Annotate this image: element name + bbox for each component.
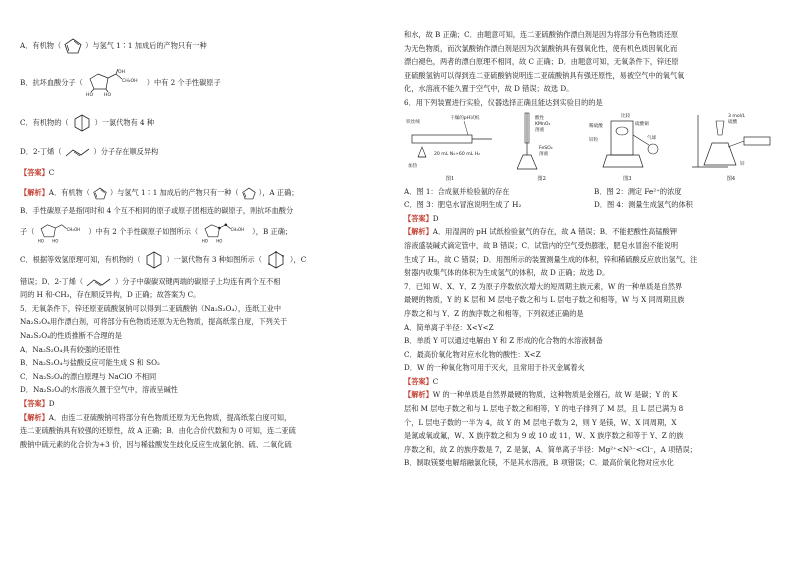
fig3-label-balloon: 气球 xyxy=(647,135,657,141)
answer-label-4: 【答案】 xyxy=(404,376,433,386)
question-7-analysis-5: 序数之和，故 Z 的族序数是 7，Z 是氯，A．简单离子半径：Mg²⁺<N³⁻<Cl⁻，A 项错误； xyxy=(404,444,697,454)
figure-3-caption: 图3 xyxy=(623,175,632,182)
2-butene-structure xyxy=(65,146,91,158)
answer-label: 【答案】 xyxy=(20,168,49,177)
question-6-analysis-4: 射器内收集气体的体积为生成氢气的体积，故 D 正确；故选 D。 xyxy=(404,268,610,278)
answer-label-3: 【答案】 xyxy=(404,213,433,223)
analysis-1-post: ）与氢气 1∶1 加成后的产物只有一种（ xyxy=(109,187,239,197)
apparatus-figures xyxy=(404,113,774,185)
analysis-4-post: ）一氯代物有 3 种如图所示（ xyxy=(166,254,262,264)
question-6-analysis-3: 生成了 H₂，故 C 错误；D．用图所示的装置测量生成的体积，锌和稀硫酸反应放出氢气，注 xyxy=(404,254,698,264)
figure-4-caption: 图4 xyxy=(726,175,736,182)
figure-3-apparatus xyxy=(587,111,667,173)
cyclopentene-structure xyxy=(242,187,256,200)
analysis-label-2: 【解析】 xyxy=(20,412,49,422)
question-5-option-b: B．Na₂S₂O₄与盐酸反应可能生成 S 和 SO₂ xyxy=(20,358,160,368)
analysis-label: 【解析】 xyxy=(20,187,49,197)
figure-1 xyxy=(404,113,496,185)
question-7-analysis-1 xyxy=(404,390,774,401)
fig2-label-5: 溶液 xyxy=(538,151,548,157)
bicyclic-structure xyxy=(72,114,92,132)
fig2-label-3: 溶液 xyxy=(534,127,544,133)
ho-label-5: HO xyxy=(201,238,209,244)
question-6-options-ab xyxy=(404,187,774,198)
option-d-text: ）分子存在顺反异构 xyxy=(93,146,159,156)
figure-4-apparatus xyxy=(688,111,774,173)
option-c xyxy=(20,114,380,132)
fig2-label-4: FeSO₄ xyxy=(538,145,553,151)
analysis-4-pre: C．根据等效氢原理可知，有机物的（ xyxy=(20,254,141,264)
2-butene-structure-2 xyxy=(86,276,112,288)
option-a-text: ）与氢气 1∶1 加成后的产物只有一种 xyxy=(85,40,207,50)
figure-3 xyxy=(587,111,667,185)
fig1-label-gas: 20 mL N₂+60 mL H₂ xyxy=(434,151,481,157)
question-6-analysis-2: 溶液盛装碱式滴定管中，故 B 错误；C．试管内的空气受热膨胀，肥皂水冒泡不能说明 xyxy=(404,240,679,250)
question-7-analysis-6: B．制取镁要电解熔融氯化镁，不是其水溶液，B 项错误；C．最高价氧化物对应水化 xyxy=(404,458,674,468)
question-6-option-c: C．图 3：肥皂水冒泡说明生成了 H₂ xyxy=(404,200,522,210)
right-line-3: 漂白褪色，两者的漂白原理不相同，故 C 正确；D．由题意可知，无氧条件下，锌还原 xyxy=(404,57,679,67)
option-b-prefix: B．抗坏血酸分子（ xyxy=(20,77,83,87)
question-6-option-a: A．图 1：合成氨并检验氨的存在 xyxy=(404,186,510,196)
answer-label-2: 【答案】 xyxy=(20,398,49,408)
fig2-label-2: KMnO₄ xyxy=(534,121,551,127)
figure-2-titration xyxy=(517,111,567,173)
option-d xyxy=(20,146,380,158)
option-b xyxy=(20,68,380,98)
question-7-line-3: 序数之和与 Y、Z 的族序数之和相等，下列叙述正确的是 xyxy=(404,308,584,318)
analysis-1-pre: A．有机物（ xyxy=(48,187,90,197)
question-6-options-cd xyxy=(404,200,774,211)
question-5-line-2: Na₂S₂O₄用作漂白剂，可将部分有色物质还原为无色物质，提高纸浆白度，下列关于 xyxy=(20,317,288,327)
question-7-analysis-3: 个，L 层电子数的一半为 4，故 Y 的 M 层电子数为 2，则 Y 是镁，W、X 同周期，X xyxy=(404,417,677,427)
right-column xyxy=(404,30,774,472)
option-a-prefix: A．有机物（ xyxy=(20,40,62,50)
ho-label-3: HO xyxy=(38,238,45,244)
ho-label-6: HO xyxy=(216,238,223,244)
figure-1-caption: 图1 xyxy=(445,175,455,182)
fig3-label-compare: 比较 xyxy=(621,113,631,119)
analysis-5-pre: 错误；D．2-丁烯（ xyxy=(20,276,84,286)
option-c-prefix: C．有机物的（ xyxy=(20,117,69,127)
fig3-label-zinc: 锌粒 xyxy=(589,137,599,143)
analysis-line-6: 同的 H 和-CH₃，存在顺反异构，D 正确；故答案为 C。 xyxy=(20,290,201,300)
analysis-1-end: ），A 正确； xyxy=(258,187,299,197)
question-5-line-3: Na₂S₂O₄的性质推断不合理的是 xyxy=(20,330,122,340)
cyclopentadiene-structure xyxy=(64,38,82,54)
analysis-label-4: 【解析】 xyxy=(404,390,433,400)
question-6-option-b: B．图 2：测定 Fe²⁺的浓度 xyxy=(594,186,682,196)
ho-label-2: HO xyxy=(103,93,111,98)
analysis-4-end: ），C xyxy=(289,254,307,264)
q5-jx1-text: A．由连二亚硫酸钠可将部分有色物质还原为无色物质，提高纸浆白度可知， xyxy=(48,412,292,422)
fig3-label-copper: 硫酸铜 xyxy=(635,121,650,127)
figure-2-caption: 图2 xyxy=(537,175,546,182)
question-6-answer xyxy=(404,214,774,225)
ho-label-1: HO xyxy=(85,93,93,98)
fig4-label-conc: 3 mol/L xyxy=(727,113,746,119)
analysis-line-3 xyxy=(20,220,380,244)
question-5-option-d: D．Na₂S₂O₄的水溶液久置于空气中，溶液呈碱性 xyxy=(20,385,178,395)
right-line-4: 亚硫酸氢钠可以得到连二亚硫酸钠说明连二亚硫酸钠具有强还原性，易被空气中的氧气氧 xyxy=(404,70,685,80)
question-7-answer xyxy=(404,377,774,388)
analysis-3-mid: ）中有 2 个手性碳原子如图所示（ xyxy=(88,226,199,236)
analysis-3-pre: 子（ xyxy=(20,226,35,236)
right-line-1: 和水，故 B 正确；C．由题意可知，连二亚硫酸钠作漂白剂是因为将部分有色物质还原 xyxy=(404,30,679,39)
q7-jx1-text: W 的一种单质是自然界最硬的物质，这种物质是金刚石，故 W 是碳；Y 的 K xyxy=(432,390,678,400)
answer-value-4: C xyxy=(432,376,439,386)
analysis-line-1 xyxy=(20,187,380,200)
question-5-analysis-3: 酸钠中硫元素的化合价为+3 价，因与稀盐酸发生歧化反应生成氯化钠、硫、二氧化硫 xyxy=(20,439,292,449)
question-5-analysis-2: 连二亚硫酸钠具有较强的还原性，故 A 正确；B．由化合价代数和为 0 可知，连二亚硫 xyxy=(20,426,296,436)
q6-jx1-text: A．用湿润的 pH 试纸检验氨气的存在，故 A 错误；B．不能把酸性高锰酸钾 xyxy=(432,227,677,237)
fig1-label-ph: 干燥的pH试纸 xyxy=(450,115,480,121)
option-b-text: ）中有 2 个手性碳原子 xyxy=(146,77,221,87)
question-7-option-b: B．单质 Y 可以通过电解由 Y 和 Z 形成的化合物的水溶液制备 xyxy=(404,336,603,346)
option-a xyxy=(20,38,380,54)
ch2oh-label-3: CH₂OH xyxy=(230,227,245,233)
answer-value-3: D xyxy=(432,213,439,223)
fig1-label-iron: 铁丝绒 xyxy=(406,119,420,125)
question-5-answer xyxy=(20,399,380,410)
ascorbic-acid-structure-2 xyxy=(37,220,85,244)
question-5-option-a: A．Na₂S₂O₄具有较强的还原性 xyxy=(20,344,120,354)
question-5-option-c: C．Na₂S₂O₄的漂白原理与 NaClO 不相同 xyxy=(20,371,157,381)
figure-4 xyxy=(688,111,774,185)
fig3-label-acid: 稀硫酸 xyxy=(589,123,604,129)
answer-line xyxy=(20,168,380,179)
question-7-option-c: C．最高价氧化物对应水化物的酸性：X<Z xyxy=(404,349,541,359)
right-line-5: 化，水溶液不能久置于空气中，故 D 错误；故选 D。 xyxy=(404,84,574,94)
fig4-label-zinc: 锌 xyxy=(739,161,745,167)
question-5-analysis-1 xyxy=(20,413,380,424)
option-d-prefix: D．2-丁烯（ xyxy=(20,146,62,156)
ho-label-4: HO xyxy=(52,238,59,244)
question-5-line-1: 5．无氧条件下，锌还原亚硫酸氢钠可以得到二亚硫酸钠（Na₂S₂O₄），连纸工业中 xyxy=(20,303,282,313)
question-7-line-1: 7．已知 W、X、Y、Z 为原子序数依次增大的短周期主族元素，W 的一种单质是自然界 xyxy=(404,281,683,291)
question-7-option-a: A．简单离子半径：X<Y<Z xyxy=(404,322,494,332)
ascorbic-acid-chiral-structure xyxy=(201,220,249,244)
cyclopentadiene-structure-2 xyxy=(93,187,107,200)
question-7-analysis-2: 层和 M 层电子数之和与 L 层电子数之和相等，Y 的电子排列了 M 层，且 L 层已满为 8 xyxy=(404,404,684,414)
analysis-5-post: ）分子中碳碳双键两端的碳原子上均连有两个互不相 xyxy=(115,276,281,286)
figure-1-apparatus xyxy=(404,113,496,173)
oh-label: OH xyxy=(117,70,125,75)
analysis-3-end: ），B 正确； xyxy=(252,226,293,236)
bicyclic-numbered-structure xyxy=(265,250,287,270)
left-column xyxy=(20,30,380,453)
bicyclic-structure-2 xyxy=(144,251,164,269)
fig1-label-heat: 加热 xyxy=(408,163,418,169)
ch2oh-label: CH₂OH xyxy=(121,79,138,84)
fig2-label-1: 酸性 xyxy=(534,115,544,121)
question-6: 6．用下列装置进行实验，仪器选择正确且能达到实验目的的是 xyxy=(404,97,603,107)
option-c-text: ）一氯代物有 4 种 xyxy=(94,117,155,127)
question-7-option-d: D．W 的一种氧化物可用于灭火，且常用于扑灭金属着火 xyxy=(404,363,585,373)
analysis-line-5 xyxy=(20,276,380,288)
ascorbic-acid-structure xyxy=(86,68,144,98)
ch2oh-label-2: CH₂OH xyxy=(66,227,81,233)
question-6-option-d: D．图 4：测量生成氢气的体积 xyxy=(594,200,693,210)
right-line-2: 为无色物质，而次氯酸钠作漂白剂是因为次氯酸钠具有强氧化性，使有机色质因氧化而 xyxy=(404,43,678,53)
analysis-line-2: B．手性碳原子是指同时和 4 个互不相同的原子或原子团相连的碳原子，则抗坏血酸分 xyxy=(20,205,294,215)
analysis-label-3: 【解析】 xyxy=(404,227,433,237)
question-6-analysis-1 xyxy=(404,227,774,238)
analysis-line-4 xyxy=(20,250,380,270)
answer-value: C xyxy=(48,168,55,177)
figure-2 xyxy=(517,111,567,185)
answer-value-2: D xyxy=(48,398,55,408)
fig4-label-acid: 硫酸 xyxy=(727,119,738,125)
question-7-analysis-4: 是氮或氧或氟，W、X 族序数之和为 9 或 10 或 11，W、X 族序数之和等于 Y、Z 的族 xyxy=(404,431,684,441)
question-7-line-2: 最硬的物质，Y 的 K 层和 M 层电子数之和与 L 层电子数之和相等，W 与 X 同周期且族 xyxy=(404,295,685,305)
